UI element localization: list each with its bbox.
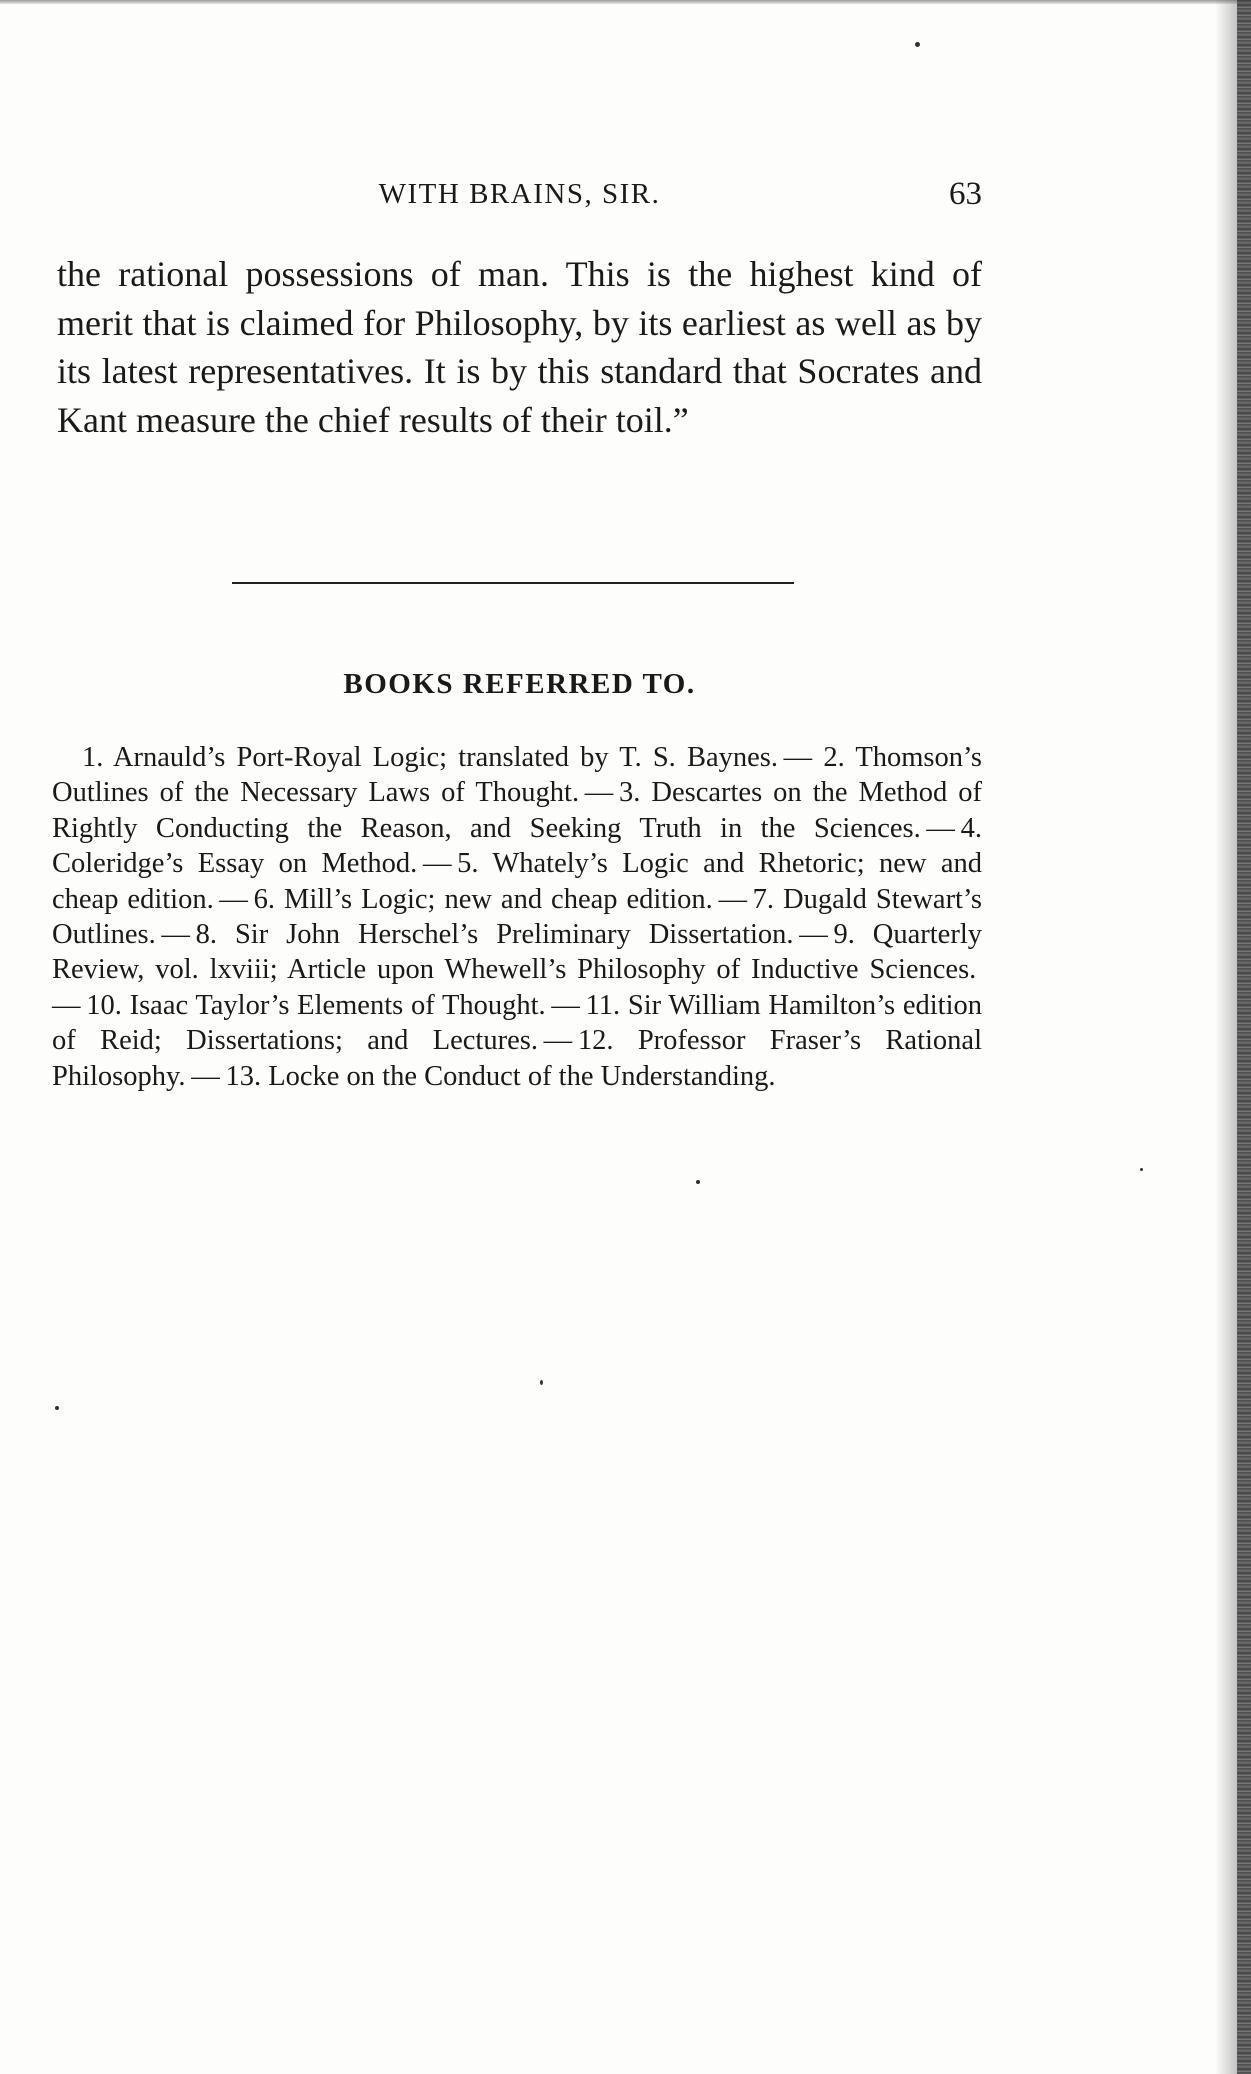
page-number: 63 (949, 176, 982, 212)
body-paragraph: the rational possessions of man. This is the highest kind of merit that is claimed for Philosophy, by its earliest as well as by its latest representatives. It is by this standard that Socrates and Kant measure the chief results of their toil.” (57, 254, 982, 440)
running-head: WITH BRAINS, SIR. (378, 178, 661, 210)
references-list: 1. Arnauld’s Port-Royal Logic; translated by T. S. Baynes. — 2. Thomson’s Outlines of the Necessary Laws of Thought. — 3. Descartes on the Method of Rightly Conducting the Reason, and Seeking Truth in the Sciences. — 4. Coleridge’s Essay on Method. — 5. Whately’s Logic and Rhetoric; new and cheap edition. — 6. Mill’s Logic; new and cheap edition. — 7. Dugald Stewart’s Outlines. — 8. Sir John Herschel’s Preliminary Dissertation. — 9. Quarterly Review, vol. lxviii; Article upon Whewell’s Philosophy of Inductive Sciences. — 10. Isaac Taylor’s Elements of Thought. — 11. Sir William Hamilton’s edition of Reid; Dissertations; and Lectures. — 12. Professor Fraser’s Rational Philosophy. — 13. Locke on the Conduct of the Understanding. (52, 742, 982, 1092)
ink-speck (915, 42, 920, 47)
ink-speck (540, 1380, 543, 1385)
ink-speck (696, 1180, 700, 1184)
ink-speck (55, 1406, 59, 1410)
page-top-edge (0, 0, 1251, 4)
binding-shadow (1215, 0, 1237, 2074)
ink-speck (1140, 1168, 1143, 1171)
section-divider (232, 582, 794, 584)
page-header (57, 178, 982, 218)
section-title: BOOKS REFERRED TO. (343, 668, 696, 700)
page-binding-edge (1237, 0, 1251, 2074)
